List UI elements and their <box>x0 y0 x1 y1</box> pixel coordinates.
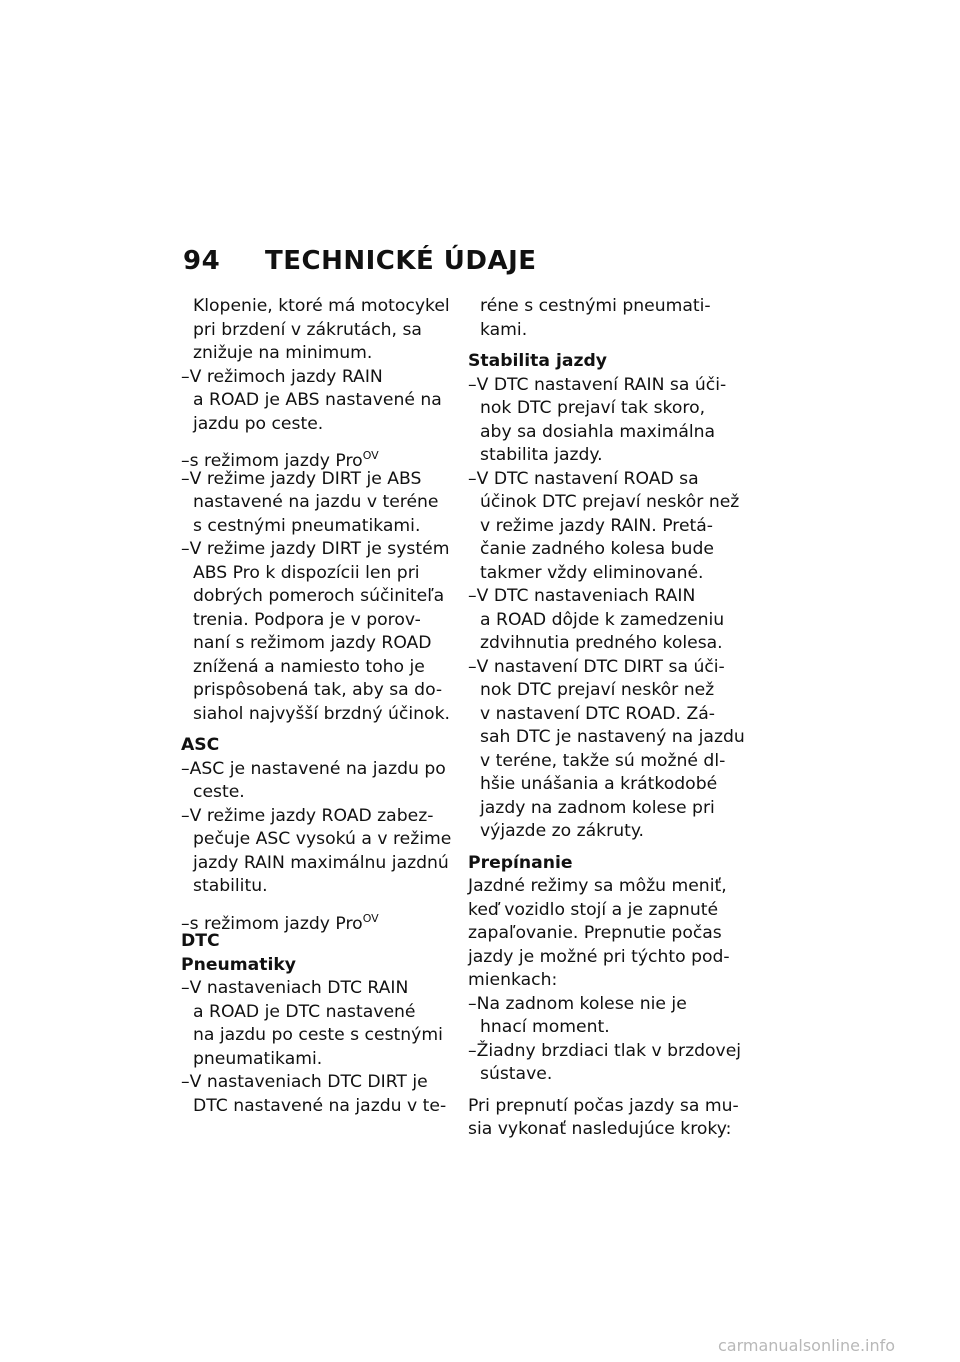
text-line-content: keď vozidlo stojí a je zapnuté <box>468 899 719 920</box>
text-line <box>181 585 456 609</box>
text-line-content: v nastavení DTC ROAD. Zá- <box>480 703 715 724</box>
text-line <box>181 1048 456 1072</box>
text-line <box>181 295 456 319</box>
text-line-content: DTC <box>181 931 220 951</box>
text-line-content: kami. <box>480 319 528 340</box>
text-line-content: v režime jazdy RAIN. Pretá- <box>480 515 714 536</box>
text-line <box>181 852 456 876</box>
text-line <box>181 538 456 562</box>
text-line <box>468 397 748 421</box>
text-line-content: ceste. <box>193 782 245 802</box>
text-line <box>468 515 748 539</box>
text-line <box>181 1071 456 1095</box>
text-line <box>468 875 748 899</box>
text-line-content: takmer vždy eliminované. <box>480 562 704 583</box>
text-line-content: a ROAD je ABS nastavené na <box>193 390 442 410</box>
text-line <box>181 656 456 680</box>
text-line-content: sia vykonať nasledujúce kroky: <box>468 1119 732 1139</box>
text-line <box>181 389 456 413</box>
text-line-content: –Žiadny brzdiaci tlak v brzdovej <box>468 1040 742 1061</box>
text-line-content: hšie unášania a krátkodobé <box>480 774 718 794</box>
text-line-content: znižuje na minimum. <box>193 343 373 363</box>
text-line-content: v teréne, takže sú možné dl- <box>480 750 726 771</box>
text-line <box>181 632 456 656</box>
text-line-content: –V DTC nastaveniach RAIN <box>468 586 696 606</box>
text-line-content: Pri prepnutí počas jazdy sa mu- <box>468 1095 739 1116</box>
text-line <box>181 703 456 727</box>
text-line <box>468 632 748 656</box>
text-line <box>468 773 748 797</box>
text-line <box>181 679 456 703</box>
text-line <box>468 993 748 1017</box>
page-number: 94 <box>183 246 221 276</box>
text-line-content: –s režimom jazdy Pro <box>181 451 363 471</box>
section-heading <box>181 734 456 758</box>
text-line-content: prispôsobená tak, aby sa do- <box>193 680 443 700</box>
text-line-content: –V DTC nastavení RAIN sa úči- <box>468 374 727 395</box>
text-line-content: znížená a namiesto toho je <box>193 656 425 677</box>
text-line-content: –V režime jazdy ROAD zabez- <box>181 805 434 826</box>
text-line-content: Stabilita jazdy <box>468 351 607 371</box>
text-line-content: siahol najvyšší brzdný účinok. <box>193 703 450 724</box>
text-line-content: –V DTC nastavení ROAD sa <box>468 468 699 489</box>
text-line-content: trenia. Podpora je v porov- <box>193 609 421 630</box>
text-line-content: stabilitu. <box>193 876 268 896</box>
text-line-content: réne s cestnými pneumati- <box>480 296 711 316</box>
text-line <box>468 679 748 703</box>
section-heading <box>468 350 748 374</box>
text-line <box>181 1001 456 1025</box>
right-column <box>468 295 748 1142</box>
text-line <box>468 538 748 562</box>
text-line <box>181 805 456 829</box>
text-line-content: pneumatikami. <box>193 1048 323 1069</box>
left-column <box>181 295 456 1118</box>
text-line-content: zapaľovanie. Prepnutie počas <box>468 923 722 943</box>
text-line-content: pri brzdení v zákrutách, sa <box>193 319 422 340</box>
text-line-content: nastavené na jazdu v teréne <box>193 492 439 512</box>
text-line <box>468 319 748 343</box>
text-line <box>468 922 748 946</box>
text-line-content: a ROAD je DTC nastavené <box>193 1001 416 1022</box>
text-line-content: –V režime jazdy DIRT je systém <box>181 539 450 559</box>
text-line <box>468 421 748 445</box>
text-line <box>468 726 748 750</box>
text-line-content: na jazdu po ceste s cestnými <box>193 1025 443 1045</box>
text-line <box>468 1095 748 1119</box>
text-line <box>468 1063 748 1087</box>
text-line-content: –V režime jazdy DIRT je ABS <box>181 468 422 489</box>
text-line-content: účinok DTC prejaví neskôr než <box>480 492 740 512</box>
text-line-content: dobrých pomeroch súčiniteľa <box>193 586 445 606</box>
text-line-content: –V režimoch jazdy RAIN <box>181 366 383 387</box>
text-line <box>468 946 748 970</box>
text-line-content: naní s režimom jazdy ROAD <box>193 633 432 653</box>
text-line-content: mienkach: <box>468 970 558 990</box>
text-line <box>181 1095 456 1119</box>
text-line-content: s cestnými pneumatikami. <box>193 515 421 536</box>
text-line-content: čanie zadného kolesa bude <box>480 539 714 559</box>
text-line <box>468 899 748 923</box>
text-line <box>181 366 456 390</box>
text-line <box>181 977 456 1001</box>
text-line-content: nok DTC prejaví tak skoro, <box>480 398 706 418</box>
text-line <box>468 585 748 609</box>
text-line <box>468 491 748 515</box>
text-line-content: jazdu po ceste. <box>193 413 324 434</box>
text-line-content: Prepínanie <box>468 852 573 873</box>
text-line-content: hnací moment. <box>480 1017 610 1037</box>
text-line-content: jazdy je možné pri týchto pod- <box>468 946 730 967</box>
text-line-content: sústave. <box>480 1064 553 1084</box>
text-line <box>181 342 456 366</box>
text-line <box>181 319 456 343</box>
text-line <box>181 828 456 852</box>
text-line-content: jazdy RAIN maximálnu jazdnú <box>193 852 449 873</box>
text-line <box>468 750 748 774</box>
text-line-content: aby sa dosiahla maximálna <box>480 421 716 442</box>
text-line <box>468 295 748 319</box>
text-line-content: výjazde zo zákruty. <box>480 821 645 841</box>
text-line <box>468 1118 748 1142</box>
text-line <box>468 609 748 633</box>
text-line-content: ABS Pro k dispozícii len pri <box>193 562 420 583</box>
text-line <box>181 413 456 437</box>
text-line <box>181 781 456 805</box>
text-line-content: DTC nastavené na jazdu v te- <box>193 1095 447 1116</box>
text-line <box>181 491 456 515</box>
section-heading <box>181 954 456 978</box>
text-line <box>468 1040 748 1064</box>
text-line <box>468 562 748 586</box>
text-line-content: Pneumatiky <box>181 954 296 975</box>
text-line-content: stabilita jazdy. <box>480 445 603 465</box>
text-line-content: –ASC je nastavené na jazdu po <box>181 758 446 779</box>
superscript-option: OV <box>362 911 379 925</box>
text-line-content: jazdy na zadnom kolese pri <box>480 797 715 818</box>
text-line <box>181 562 456 586</box>
watermark: carmanualsonline.info <box>718 1336 896 1355</box>
text-line <box>181 1024 456 1048</box>
text-line-content: –V nastaveniach DTC RAIN <box>181 978 409 998</box>
text-line-content: –V nastavení DTC DIRT sa úči- <box>468 656 725 677</box>
text-line <box>468 797 748 821</box>
text-line-content: ASC <box>181 735 220 755</box>
text-line-content: Jazdné režimy sa môžu meniť, <box>468 876 727 896</box>
page-title: TECHNICKÉ ÚDAJE <box>265 246 537 276</box>
text-line <box>468 1016 748 1040</box>
text-line-content: –s režimom jazdy Pro <box>181 913 363 934</box>
text-line-content: nok DTC prejaví neskôr než <box>480 680 715 700</box>
text-line <box>181 444 456 471</box>
text-line <box>468 444 748 468</box>
text-line-content: –V nastaveniach DTC DIRT je <box>181 1072 428 1092</box>
text-line <box>181 609 456 633</box>
text-line <box>181 515 456 539</box>
text-line-content: a ROAD dôjde k zamedzeniu <box>480 609 725 630</box>
page-header <box>183 246 537 276</box>
text-line <box>468 656 748 680</box>
section-heading <box>468 852 748 876</box>
superscript-option: OV <box>362 449 379 462</box>
text-line-content: –Na zadnom kolese nie je <box>468 993 687 1014</box>
text-line <box>468 468 748 492</box>
text-line-content: sah DTC je nastavený na jazdu <box>480 727 745 747</box>
text-line <box>181 468 456 492</box>
text-line <box>181 758 456 782</box>
text-line <box>468 969 748 993</box>
text-line <box>468 820 748 844</box>
text-line <box>468 703 748 727</box>
text-line <box>181 907 456 934</box>
text-line-content: Klopenie, ktoré má motocykel <box>193 296 450 316</box>
text-line-content: zdvihnutia predného kolesa. <box>480 633 723 653</box>
text-line <box>181 875 456 899</box>
text-line <box>468 374 748 398</box>
text-line-content: pečuje ASC vysokú a v režime <box>193 829 452 849</box>
